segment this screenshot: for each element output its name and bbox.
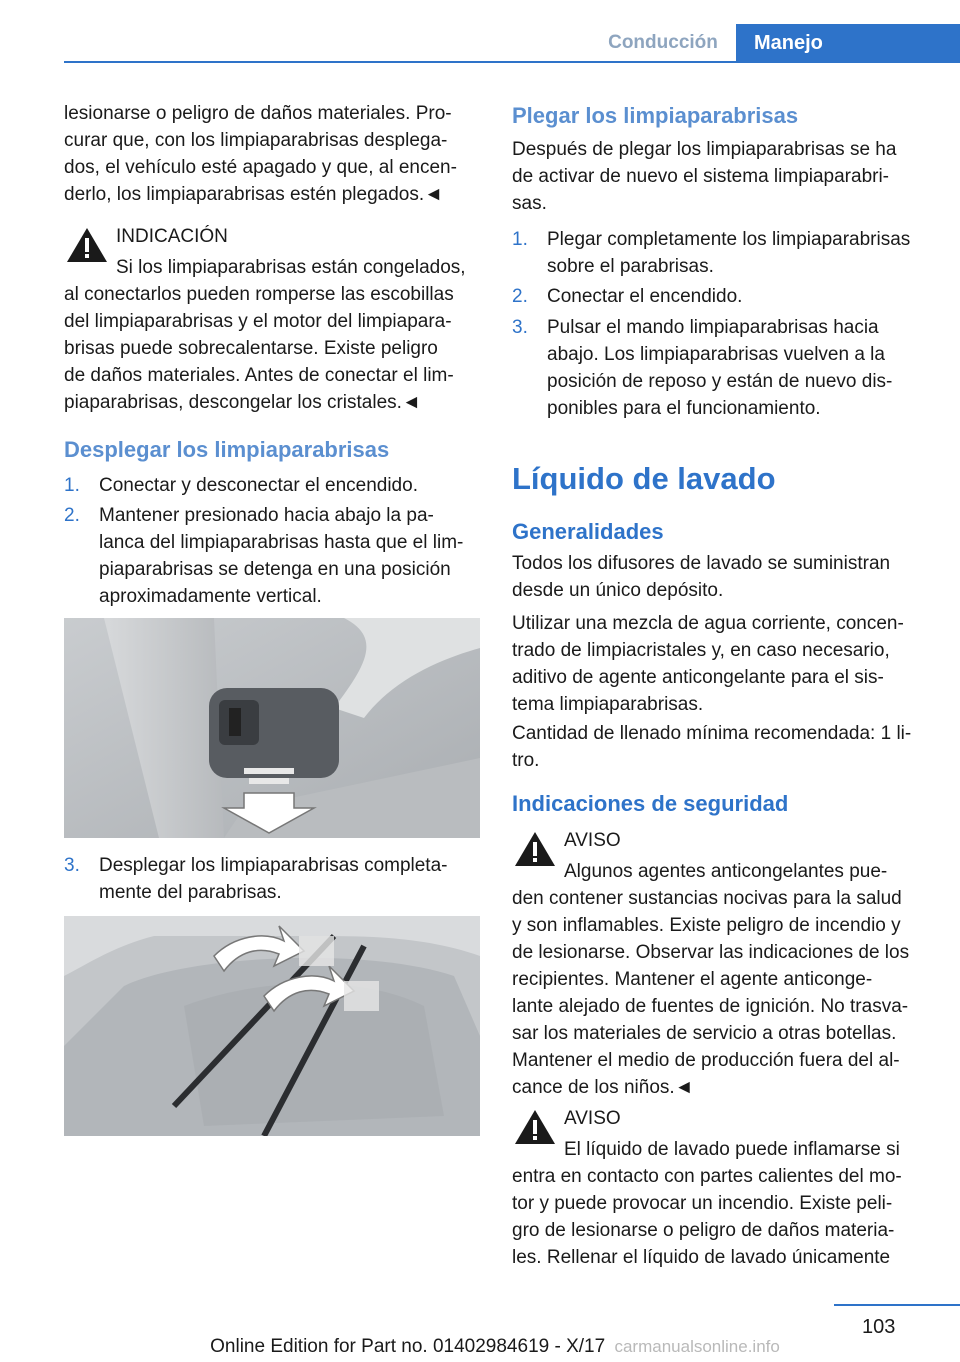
step-text: Plegar completamente los limpiaparabrisas sobre el parabrisas. [547,229,911,277]
step-number: 1. [64,475,80,496]
step-number: 3. [64,855,80,876]
safety-heading: Indicaciones de seguridad [512,791,789,816]
step-number: 2. [512,286,528,307]
step-number: 2. [64,505,80,526]
intro-paragraph: lesionarse o peligro de daños materiales. Pro- curar que, con los limpiaparabrisas desplega- dos, el vehículo esté apagado y que, al encen- derlo, los limpiaparabrisas estén plegados.◄ [64,103,457,205]
warning-paragraph: El líquido de lavado puede inflamarse si entra en contacto con partes calientes del mo- tor y puede provocar un incendio. Existe peli- gro de lesionarse o peligro de daños materia- les. Rellenar el líquido de lavado únicamente [512,1139,902,1268]
fold-paragraph: Después de plegar los limpiaparabrisas se ha de activar de nuevo el sistema limpiaparabri- sas. [512,139,897,214]
warning-title: AVISO [564,830,621,851]
general-paragraph-3: Cantidad de llenado mínima recomendada: 1 li- tro. [512,723,912,771]
warning-paragraph: Algunos agentes anticongelantes pue- den contener sustancias nocivas para la salud y son inflamables. Existe peligro de incendio y de lesionarse. Observar las indicaciones de los recipientes. Mantener el agente anticonge- lante alejado de fuentes de ignición. No trasva- sar los materiales de servicio a otras botellas. Mantener el medio de producción fuera del al- cance de los niños.◄ [512,861,910,1098]
wiper-lever-photo [64,618,480,838]
page-number: 103 [862,1316,896,1338]
active-tab[interactable]: Manejo [736,24,960,62]
footer-rule [834,1304,960,1306]
watermark: carmanualsonline.info [614,1337,780,1356]
wipers-unfolded-photo [64,916,480,1136]
step-text: Pulsar el mando limpiaparabrisas hacia abajo. Los limpiaparabrisas vuelven a la posición de reposo y están de nuevo dis- ponibles para el funcionamiento. [547,317,893,419]
fluid-title: Líquido de lavado [512,461,776,496]
fold-heading: Plegar los limpiaparabrisas [512,103,799,128]
general-paragraph-2: Utilizar una mezcla de agua corriente, concen- trado de limpiacristales y, en caso necesario, aditivo de agente anticongelante para el sis- tema limpiaparabrisas. [512,613,904,715]
warning-title: AVISO [564,1108,621,1129]
note-paragraph: Si los limpiaparabrisas están congelados, al conectarlos pueden romperse las escobillas del limpiaparabrisas y el motor del limpiapara- brisas puede sobrecalentarse. Existe peligro de daños materiales. Antes de conectar el lim- piaparabrisas, descongelar los cristales.◄ [64,257,466,413]
step-text: Conectar y desconectar el encendido. [99,475,418,496]
header-rule [64,61,960,63]
step-number: 3. [512,317,528,338]
general-paragraph-1: Todos los difusores de lavado se suministran desde un único depósito. [512,553,891,601]
edition-footer: Online Edition for Part no. 01402984619 - X/17 carmanualsonline.info [210,1336,780,1357]
section-tab[interactable]: Conducción [608,32,718,53]
step-text: Mantener presionado hacia abajo la pa- lanca del limpiaparabrisas hasta que el lim- piaparabrisas se detenga en una posición aproximadamente vertical. [99,505,464,607]
step-number: 1. [512,229,528,250]
step-text: Desplegar los limpiaparabrisas completa- mente del parabrisas. [99,855,448,903]
note-title: INDICACIÓN [116,226,228,247]
general-heading: Generalidades [512,519,664,544]
step-text: Conectar el encendido. [547,286,743,307]
unfold-heading: Desplegar los limpiaparabrisas [64,437,390,462]
